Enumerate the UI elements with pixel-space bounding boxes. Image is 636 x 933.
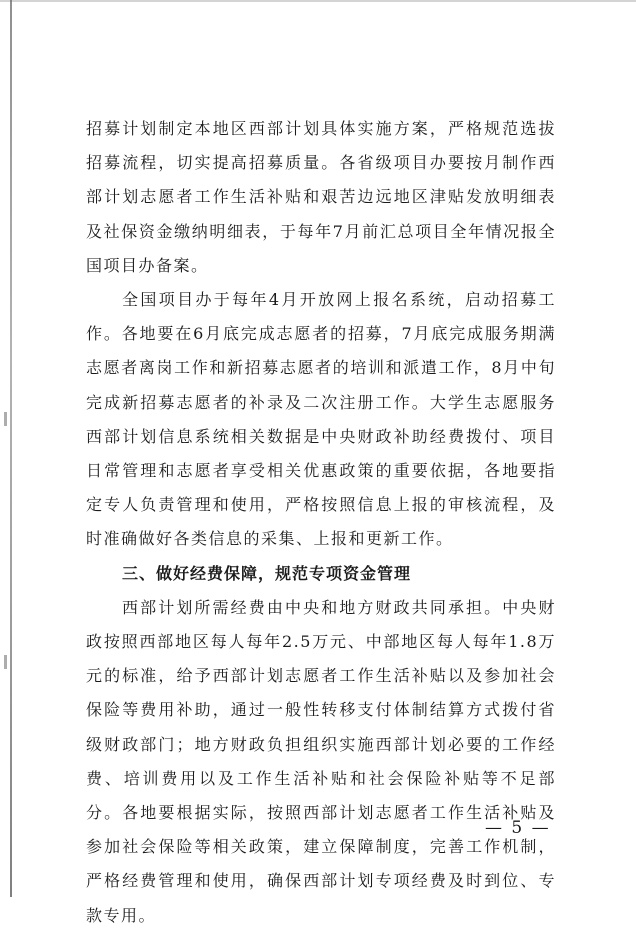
document-body [86, 112, 556, 933]
scan-mark [4, 412, 7, 426]
paragraph-funding-details: 西部计划所需经费由中央和地方财政共同承担。中央财政按照西部地区每人每年2.5万元、中部地区每人每年1.8万元的标准，给予西部计划志愿者工作生活补贴以及参加社会保险等费用补助，通过一般性转移支付体制结算方式拨付省级财政部门；地方财政负担组织实施西部计划必要的工作经费、培训费用以及工作生活补贴和社会保险补贴等不足部分。各地要根据实际，按照西部计划志愿者工作生活补贴及参加社会保险等相关政策，建立保障制度，完善工作机制，严格经费管理和使用，确保西部计划专项经费及时到位、专款专用。 [86, 597, 556, 925]
scan-edge-top [0, 0, 636, 2]
section-heading-funding: 三、做好经费保障，规范专项资金管理 [122, 563, 412, 583]
scan-mark [4, 655, 7, 669]
paragraph-recruitment-plan: 招募计划制定本地区西部计划具体实施方案，严格规范选拔招募流程，切实提高招募质量。各省级项目办要按月制作西部计划志愿者工作生活补贴和艰苦边远地区津贴发放明细表及社保资金缴纳明细表，于每年7月前汇总项目全年情况报全国项目办备案。 [86, 119, 556, 275]
paragraph-online-registration: 全国项目办于每年4月开放网上报名系统，启动招募工作。各地要在6月底完成志愿者的招募，7月底完成服务期满志愿者离岗工作和新招募志愿者的培训和派遣工作，8月中旬完成新招募志愿者的补录及二次注册工作。大学生志愿服务西部计划信息系统相关数据是中央财政补助经费拨付、项目日常管理和志愿者享受相关优惠政策的重要依据，各地要指定专人负责管理和使用，严格按照信息上报的审核流程，及时准确做好各类信息的采集、上报和更新工作。 [86, 290, 556, 549]
scan-edge-left [10, 0, 12, 897]
page-number: — 5 — [485, 818, 551, 838]
